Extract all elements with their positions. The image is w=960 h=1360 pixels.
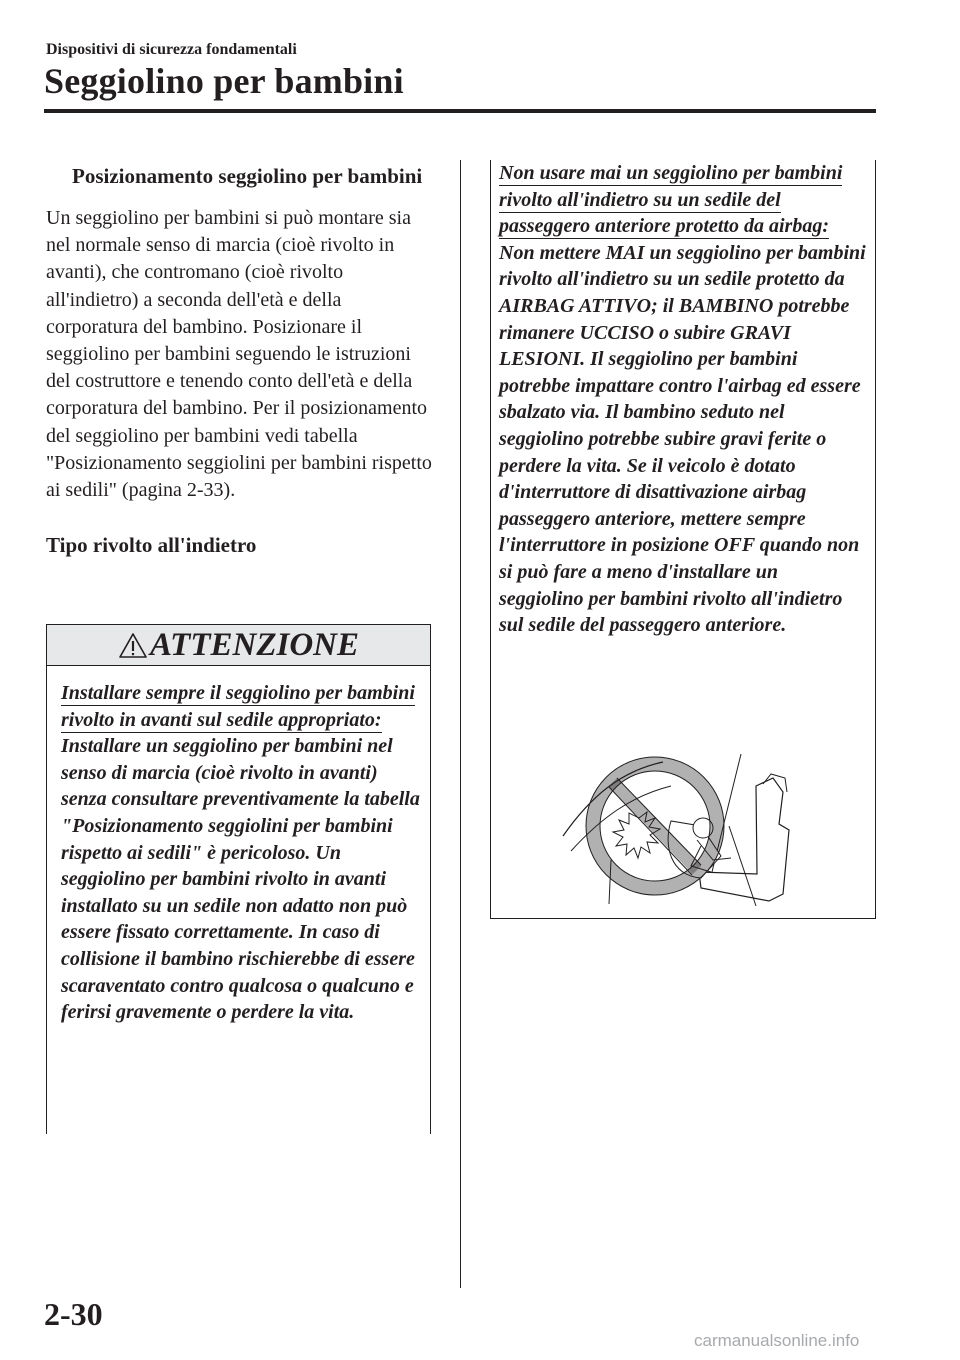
warning-text: Installare un seggiolino per bambini nel senso di marcia (cioè rivolto in avanti) senza consultare preventivamente la tabella "Posizionamento seggiolini per bambini rispetto ai sedili" è pericoloso. Un seggiolino per bambini rivolto in avanti installato su un sedile non adatto non può essere fissato correttamente. In caso di collisione il bambino rischierebbe di essere scaraventato contro qualcosa o qualcuno e ferirsi gravemente o perdere la vita. [61, 735, 420, 1024]
title-rule [44, 109, 876, 113]
warning-box [46, 624, 431, 1134]
page-number: 2-30 [44, 1296, 103, 1332]
positioning-paragraph: Un seggiolino per bambini si può montare sia nel normale senso di marcia (cioè rivolto in avanti), che contromano (cioè rivolto all'indietro) a seconda dell'età e della corporatura del bambino. Posizionare il seggiolino per bambini seguendo le istruzioni del costruttore e tenendo conto dell'età e della corporatura del bambino. Per il posizionamento del seggiolino per bambini vedi tabella "Posizionamento seggiolini per bambini rispetto ai sedili" (pagina 2-33). [46, 207, 432, 502]
left-column [46, 160, 436, 558]
rear-facing-seat-airbag-illustration [551, 726, 801, 906]
subhead-positioning: Posizionamento seggiolino per bambini [72, 164, 423, 188]
column-divider [460, 160, 461, 1288]
subhead-rear-facing: Tipo rivolto all'indietro [46, 533, 257, 558]
warning-triangle-icon [118, 632, 148, 659]
airbag-warning-text: Non mettere MAI un seggiolino per bambini rivolto all'indietro su un sedile protetto da AIRBAG ATTIVO; il BAMBINO potrebbe rimanere UCCISO o subire GRAVI LESIONI. Il seggiolino per bambini potrebbe impattare contro l'airbag ed essere sbalzato via. Il bambino seduto nel seggiolino potrebbe subire gravi ferite o perdere la vita. Se il veicolo è dotato d'interruttore di disattivazione airbag passeggero anteriore, mettere sempre l'interruttore in posizione OFF quando non si può fare a meno d'installare un seggiolino per bambini rivolto all'indietro sul sedile del passeggero anteriore. [499, 241, 866, 637]
airbag-warning-body [491, 160, 875, 639]
airbag-warning-heading: Non usare mai un seggiolino per bambini rivolto all'indietro su un sedile del passeggero anteriore protetto da airbag: [499, 162, 843, 238]
warning-header [47, 625, 430, 666]
footer-watermark: carmanualsonline.info [694, 1331, 860, 1350]
section-label: Dispositivi di sicurezza fondamentali [46, 41, 297, 58]
airbag-warning-box [490, 160, 876, 919]
page-title: Seggiolino per bambini [44, 61, 404, 101]
warning-heading: Installare sempre il seggiolino per bambini rivolto in avanti sul sedile appropriato: [61, 682, 415, 731]
warning-body [47, 666, 430, 1026]
warning-title: ATTENZIONE [149, 626, 360, 663]
